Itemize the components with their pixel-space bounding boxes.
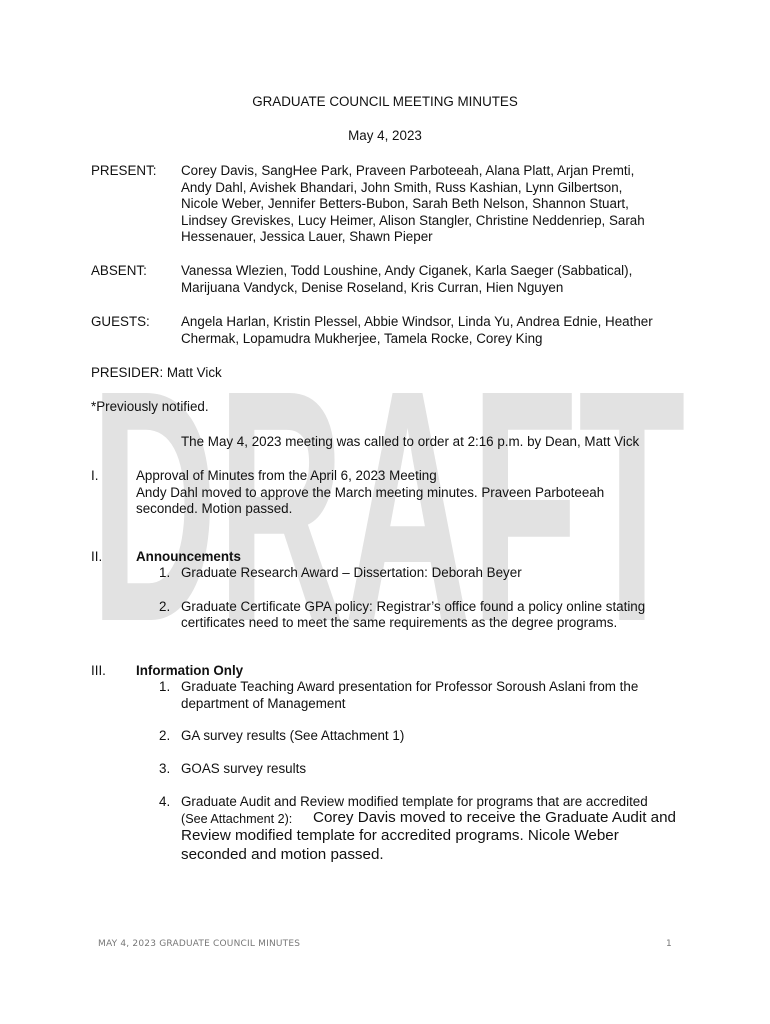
list-item: Graduate Certificate GPA policy: Registrar’s office found a policy online stating: [181, 598, 646, 614]
absent-line: Vanessa Wlezien, Todd Loushine, Andy Ciganek, Karla Saeger (Sabbatical),: [181, 263, 633, 278]
section-number: III.: [91, 663, 106, 678]
call-to-order: The May 4, 2023 meeting was called to order at 2:16 p.m. by Dean, Matt Vick: [181, 434, 640, 449]
list-item: department of Management: [181, 695, 346, 711]
present-label: PRESENT:: [91, 163, 157, 178]
announcements-heading: Announcements: [136, 549, 241, 564]
list-item-number: 2.: [159, 598, 171, 614]
list-item: Review modified template for accredited programs. Nicole Weber: [181, 827, 619, 844]
section-1-line: Approval of Minutes from the April 6, 2023 Meeting: [136, 468, 437, 483]
absent-line: Marijuana Vandyck, Denise Roseland, Kris Curran, Hien Nguyen: [181, 279, 564, 295]
list-item: seconded and motion passed.: [181, 846, 384, 863]
draft-watermark-text: DRAFT: [90, 330, 686, 630]
information-only-heading: Information Only: [136, 663, 244, 678]
section-1-line: seconded. Motion passed.: [136, 501, 293, 516]
present-line: Andy Dahl, Avishek Bhandari, John Smith, Russ Kashian, Lynn Gilbertson,: [181, 179, 623, 195]
footer-text: MAY 4, 2023 GRADUATE COUNCIL MINUTES: [98, 939, 301, 949]
list-item: Graduate Research Award – Dissertation: Deborah Beyer: [181, 565, 522, 580]
list-item: GOAS survey results: [181, 761, 307, 776]
guests-label: GUESTS:: [91, 314, 150, 329]
list-item: GA survey results (See Attachment 1): [181, 728, 405, 743]
section-1-line: Andy Dahl moved to approve the March meeting minutes. Praveen Parboteeah: [136, 484, 605, 500]
guests-line: Chermak, Lopamudra Mukherjee, Tamela Rocke, Corey King: [181, 330, 543, 346]
list-item-number: 2.: [159, 728, 171, 743]
present-line: Lindsey Greviskes, Lucy Heimer, Alison Stangler, Christine Neddenriep, Sarah: [181, 212, 645, 228]
list-item-number: 1.: [159, 565, 171, 580]
list-item-number: 4.: [159, 794, 171, 809]
absent-label: ABSENT:: [91, 263, 147, 278]
present-line: Nicole Weber, Jennifer Betters-Bubon, Sarah Beth Nelson, Shannon Stuart,: [181, 196, 629, 211]
section-number: I.: [91, 468, 99, 483]
page-number: 1: [666, 939, 672, 949]
present-line: Hessenauer, Jessica Lauer, Shawn Pieper: [181, 229, 433, 244]
list-item: Graduate Audit and Review modified template for programs that are accredited: [181, 794, 648, 809]
previously-notified-note: *Previously notified.: [91, 399, 209, 414]
guests-line: Angela Harlan, Kristin Plessel, Abbie Windsor, Linda Yu, Andrea Ednie, Heather: [181, 314, 653, 329]
list-item: (See Attachment 2):: [181, 812, 293, 826]
list-item: Corey Davis moved to receive the Graduate Audit and: [313, 809, 677, 826]
meeting-date: May 4, 2023: [348, 128, 422, 143]
presider: PRESIDER: Matt Vick: [91, 365, 222, 380]
list-item: certificates need to meet the same requirements as the degree programs.: [181, 615, 618, 630]
document-title: GRADUATE COUNCIL MEETING MINUTES: [252, 94, 518, 109]
section-number: II.: [91, 549, 103, 564]
present-line: Corey Davis, SangHee Park, Praveen Parboteeah, Alana Platt, Arjan Premti,: [181, 163, 635, 178]
list-item-number: 1.: [159, 679, 171, 694]
list-item: Graduate Teaching Award presentation for Professor Soroush Aslani from the: [181, 679, 639, 694]
list-item-number: 3.: [159, 761, 171, 776]
